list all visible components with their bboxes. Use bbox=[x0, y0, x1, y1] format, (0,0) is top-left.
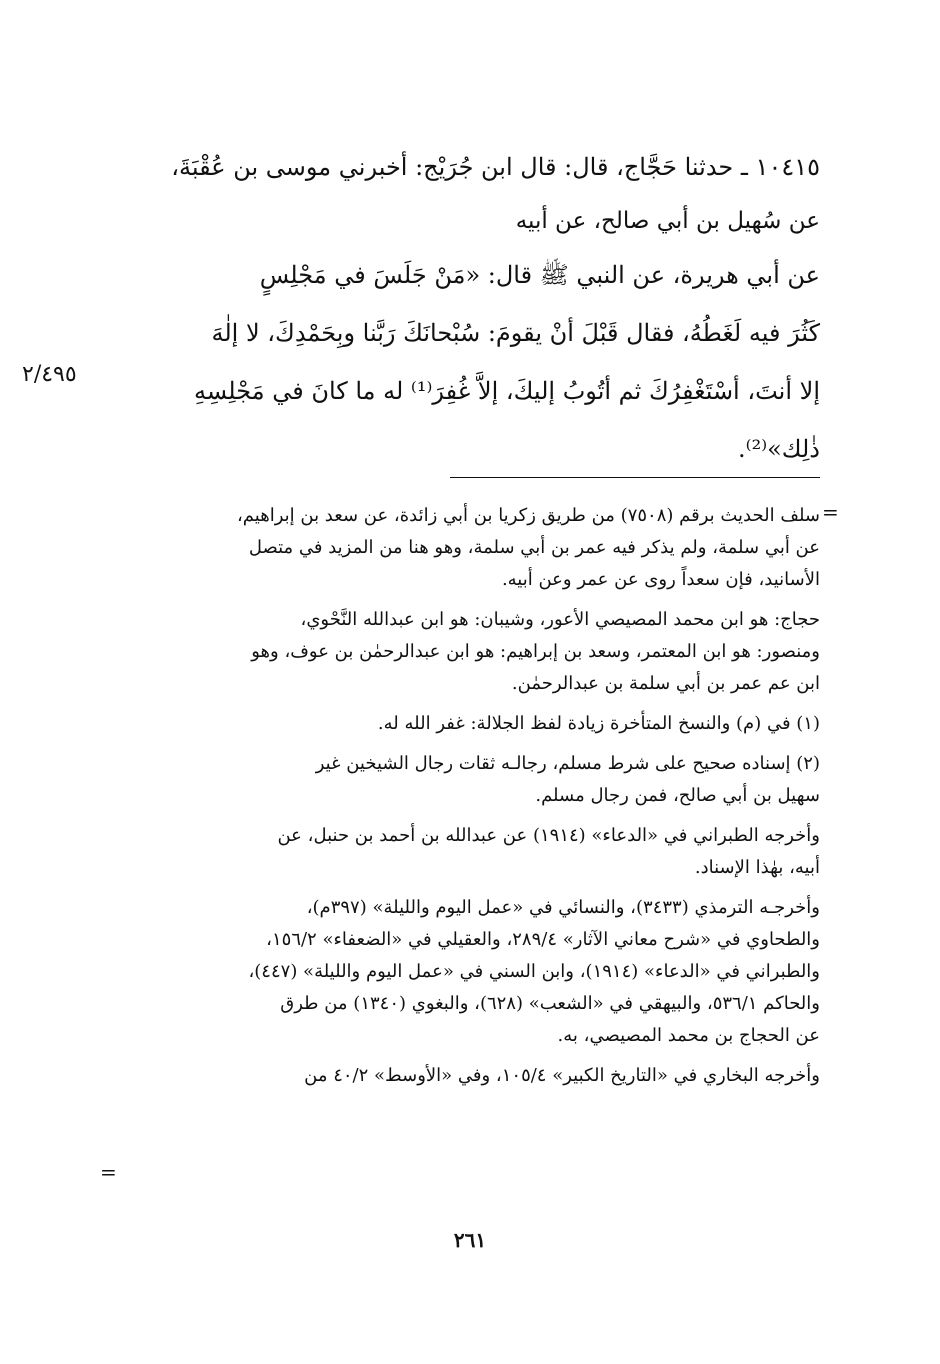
footnote-continuation-mark-start: = bbox=[822, 500, 839, 524]
footnote-line: والطبراني في «الدعاء» (١٩١٤)، وابن السني في «عمل اليوم والليلة» (٤٤٧)، bbox=[248, 961, 820, 982]
footnote-paragraph bbox=[120, 708, 820, 740]
footnote-line: ومنصور: هو ابن المعتمر، وسعد بن إبراهيم: هو ابن عبدالرحمٰن بن عوف، وهو bbox=[251, 641, 820, 662]
footnote-line: أبيه، بهٰذا الإسناد. bbox=[694, 857, 820, 878]
margin-volume-page-reference: ٢/٤٩٥ bbox=[22, 362, 77, 387]
footnote-line: وأخرجـه الترمذي (٣٤٣٣)، والنسائي في «عمل اليوم والليلة» (٣٩٧م)، bbox=[306, 897, 820, 918]
footnote-line: والطحاوي في «شرح معاني الآثار» ٢٨٩/٤، والعقيلي في «الضعفاء» ١٥٦/٢، bbox=[266, 929, 820, 950]
footnote-line: وأخرجه الطبراني في «الدعاء» (١٩١٤) عن عبدالله بن أحمد بن حنبل، عن bbox=[277, 825, 820, 846]
footnote-continuation-mark-end: = bbox=[100, 1160, 117, 1184]
footnote-paragraph bbox=[120, 748, 820, 812]
footnote-paragraph bbox=[120, 604, 820, 700]
footnote-line: (٢) إسناده صحيح على شرط مسلم، رجالـه ثقات رجال الشيخين غير bbox=[315, 753, 820, 774]
footnote-line: وأخرجه البخاري في «التاريخ الكبير» ١٠٥/٤، وفي «الأوسط» ٤٠/٢ من bbox=[304, 1065, 820, 1086]
hadith-line: ١٠٤١٥ ـ حدثنا حَجَّاج، قال: قال ابن جُرَيْج: أخبرني موسى بن عُقْبَةَ، bbox=[171, 153, 820, 181]
page-number: ٢٦١ bbox=[453, 1228, 487, 1252]
footnote-line: الأسانيد، فإن سعداً روى عن عمر وعن أبيه. bbox=[501, 569, 820, 590]
hadith-line: كَثُرَ فيه لَغَطُهُ، فقال قَبْلَ أنْ يقومَ: سُبْحانَكَ رَبَّنا وبِحَمْدِكَ، لا إلٰهَ bbox=[211, 319, 820, 347]
footnote-paragraph bbox=[120, 500, 820, 596]
footnote-paragraph bbox=[120, 820, 820, 884]
footnote-line: عن الحجاج بن محمد المصيصي، به. bbox=[557, 1025, 820, 1046]
main-hadith-text bbox=[120, 138, 820, 478]
footnote-line: عن أبي سلمة، ولم يذكر فيه عمر بن أبي سلمة، وهو هنا من المزيد في متصل bbox=[248, 537, 820, 558]
hadith-line: عن سُهيل بن أبي صالح، عن أبيه bbox=[515, 208, 820, 234]
hadith-line: ذٰلِك»⁽²⁾. bbox=[738, 435, 820, 463]
footnote-line: والحاكم ٥٣٦/١، والبيهقي في «الشعب» (٦٢٨)، والبغوي (١٣٤٠) من طرق bbox=[280, 993, 820, 1014]
footnote-paragraph bbox=[120, 892, 820, 1052]
footnote-line: ابن عم عمر بن أبي سلمة بن عبدالرحمٰن. bbox=[511, 673, 820, 694]
footnote-separator-rule bbox=[450, 477, 820, 478]
footnote-line: حجاج: هو ابن محمد المصيصي الأعور، وشيبان: هو ابن عبدالله النَّحْوي، bbox=[300, 609, 820, 630]
footnotes bbox=[120, 500, 820, 1092]
footnote-line: سهيل بن أبي صالح، فمن رجال مسلم. bbox=[535, 785, 820, 806]
footnote-line: (١) في (م) والنسخ المتأخرة زيادة لفظ الجلالة: غفر الله له. bbox=[377, 713, 820, 734]
footnote-line: سلف الحديث برقم (٧٥٠٨) من طريق زكريا بن أبي زائدة، عن سعد بن إبراهيم، bbox=[237, 505, 820, 526]
hadith-line: إلا أنتَ، أسْتَغْفِرُكَ ثم أتُوبُ إليكَ، إلاَّ غُفِرَ⁽¹⁾ له ما كانَ في مَجْلِسِهِ bbox=[194, 377, 820, 405]
footnote-paragraph bbox=[120, 1060, 820, 1092]
hadith-line: عن أبي هريرة، عن النبي ﷺ قال: «مَنْ جَلَسَ في مَجْلِسٍ bbox=[259, 261, 820, 289]
